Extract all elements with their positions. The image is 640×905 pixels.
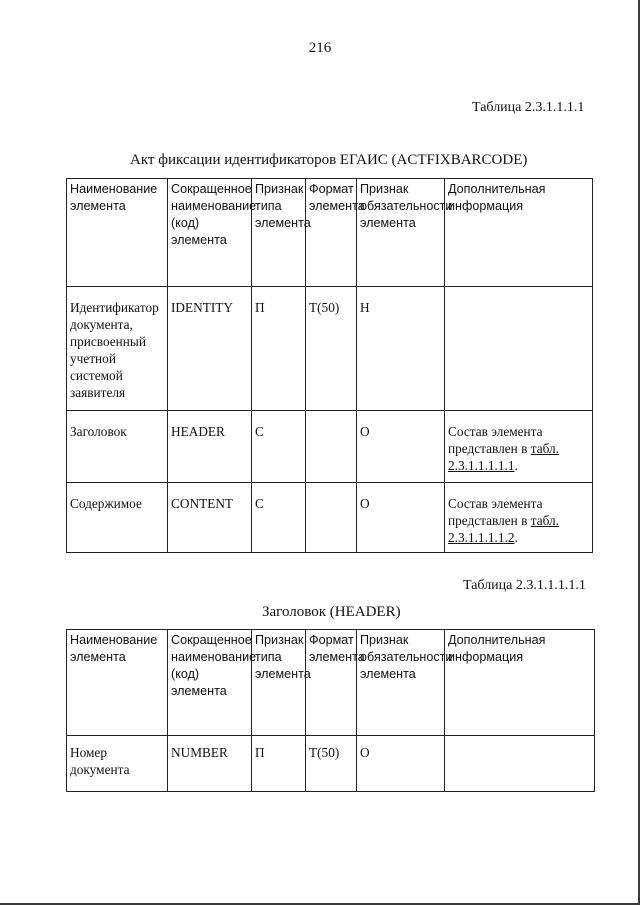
data-table xyxy=(66,629,595,792)
table-caption: Таблица 2.3.1.1.1.1 xyxy=(472,100,585,115)
column-header: Признак типа элемента xyxy=(252,179,306,287)
column-header: Дополнительная информация xyxy=(445,179,593,287)
element-format-cell: Т(50) xyxy=(306,287,357,411)
info-text: Состав элемента представлен в xyxy=(448,424,543,456)
column-header: Дополнительная информация xyxy=(445,630,595,736)
table-row xyxy=(67,483,593,553)
element-format-cell xyxy=(306,411,357,483)
element-name-cell: Идентификатор документа, присвоенный учетной системой заявителя xyxy=(67,287,168,411)
element-info-cell xyxy=(445,483,593,553)
element-type-cell: С xyxy=(252,411,306,483)
table-title: Заголовок (HEADER) xyxy=(262,604,401,620)
element-name-cell: Номер документа xyxy=(67,736,168,792)
table-title: Акт фиксации идентификаторов ЕГАИС (ACTFIXBARCODE) xyxy=(130,152,528,168)
element-name-cell: Заголовок xyxy=(67,411,168,483)
element-required-cell: Н xyxy=(357,287,445,411)
element-required-cell: О xyxy=(357,483,445,553)
element-type-cell: С xyxy=(252,483,306,553)
element-required-cell: О xyxy=(357,411,445,483)
element-type-cell: П xyxy=(252,736,306,792)
column-header: Сокращенное наименование (код) элемента xyxy=(168,630,252,736)
data-table xyxy=(66,178,593,553)
table-reference-link[interactable]: табл. 2.3.1.1.1.1.1 xyxy=(448,441,559,473)
element-required-cell: О xyxy=(357,736,445,792)
element-code-cell: NUMBER xyxy=(168,736,252,792)
element-type-cell: П xyxy=(252,287,306,411)
element-format-cell xyxy=(306,483,357,553)
column-header: Формат элемента xyxy=(306,179,357,287)
column-header: Сокращенное наименование (код) элемента xyxy=(168,179,252,287)
page-number: 216 xyxy=(308,40,332,56)
info-text-end: . xyxy=(514,458,518,473)
table-header-row xyxy=(67,179,593,287)
element-code-cell: CONTENT xyxy=(168,483,252,553)
info-text-end: . xyxy=(514,530,518,545)
element-info-cell xyxy=(445,411,593,483)
element-format-cell: Т(50) xyxy=(306,736,357,792)
column-header: Формат элемента xyxy=(306,630,357,736)
element-code-cell: IDENTITY xyxy=(168,287,252,411)
info-text: Состав элемента представлен в xyxy=(448,496,543,528)
column-header: Наименование элемента xyxy=(67,179,168,287)
element-info-cell xyxy=(445,736,595,792)
column-header: Наименование элемента xyxy=(67,630,168,736)
table-row xyxy=(67,287,593,411)
table-row xyxy=(67,736,595,792)
table-caption: Таблица 2.3.1.1.1.1.1 xyxy=(463,578,586,593)
element-name-cell: Содержимое xyxy=(67,483,168,553)
element-code-cell: HEADER xyxy=(168,411,252,483)
table-reference-link[interactable]: табл. 2.3.1.1.1.1.2 xyxy=(448,513,559,545)
column-header: Признак обязательности элемента xyxy=(357,630,445,736)
table-row xyxy=(67,411,593,483)
column-header: Признак типа элемента xyxy=(252,630,306,736)
column-header: Признак обязательности элемента xyxy=(357,179,445,287)
element-info-cell xyxy=(445,287,593,411)
table-header-row xyxy=(67,630,595,736)
